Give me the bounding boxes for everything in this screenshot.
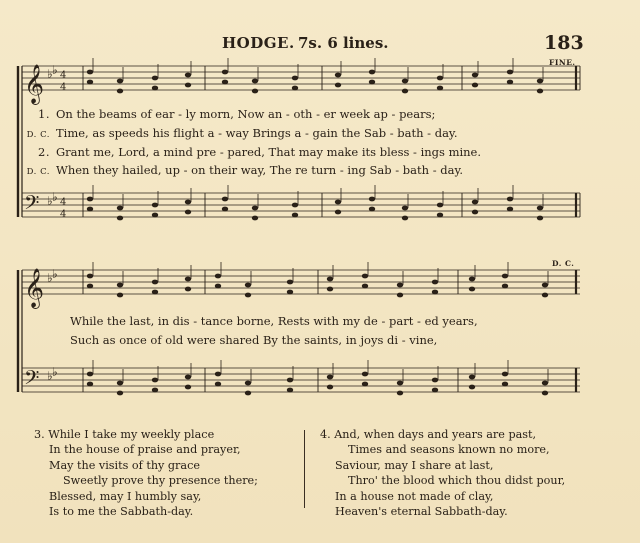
flat-icon: ♭: [52, 190, 58, 204]
note-head: [287, 388, 293, 393]
note-head: [152, 203, 158, 208]
flat-icon: ♭: [47, 271, 53, 285]
note-head: [222, 80, 228, 85]
note-head: [327, 287, 333, 292]
note-head: [335, 83, 341, 88]
note-head: [537, 79, 543, 84]
note-head: [397, 391, 403, 396]
note-head: [369, 70, 375, 75]
note-head: [292, 76, 298, 81]
note-head: [245, 293, 251, 298]
note-head: [117, 283, 123, 288]
note-head: [469, 277, 475, 282]
note-head: [362, 284, 368, 289]
note-head: [152, 76, 158, 81]
note-head: [432, 290, 438, 295]
note-head: [327, 277, 333, 282]
note-head: [502, 284, 508, 289]
note-head: [502, 382, 508, 387]
note-head: [402, 89, 408, 94]
note-head: [397, 283, 403, 288]
note-head: [215, 284, 221, 289]
verse-divider: [304, 430, 305, 508]
verse-3: 3. While I take my weekly place In the house of praise and prayer, May the visits of thy grace Sweetly prove thy presence there; Blessed, may I humbly say, Is to me the Sabbath-day.: [34, 428, 258, 519]
note-head: [117, 293, 123, 298]
note-head: [369, 197, 375, 202]
note-head: [185, 277, 191, 282]
note-head: [437, 203, 443, 208]
note-head: [469, 375, 475, 380]
note-head: [362, 382, 368, 387]
note-head: [537, 206, 543, 211]
note-head: [507, 207, 513, 212]
note-head: [507, 70, 513, 75]
note-head: [252, 89, 258, 94]
note-head: [469, 385, 475, 390]
note-head: [87, 382, 93, 387]
fine-mark: FINE.: [549, 58, 576, 67]
note-head: [397, 293, 403, 298]
note-head: [542, 293, 548, 298]
bass-clef-icon: 𝄢: [24, 191, 40, 219]
flat-icon: ♭: [47, 67, 53, 81]
note-head: [185, 385, 191, 390]
time-sig: 4: [60, 197, 67, 208]
note-head: [87, 207, 93, 212]
note-head: [185, 375, 191, 380]
note-head: [117, 206, 123, 211]
lyric-line-2: D. C. Time, as speeds his flight a - way Brings a - gain the Sab - bath - day.: [26, 126, 458, 140]
note-head: [117, 79, 123, 84]
note-head: [117, 391, 123, 396]
bass-clef-icon: 𝄢: [24, 366, 40, 394]
note-head: [437, 213, 443, 218]
note-head: [87, 372, 93, 377]
note-head: [502, 274, 508, 279]
time-sig: 4: [60, 70, 67, 81]
lyric-line-5: While the last, in dis - tance borne, Rests with my de - part - ed years,: [70, 314, 478, 328]
note-head: [432, 378, 438, 383]
hymn-title: HODGE.: [222, 34, 295, 52]
note-head: [542, 381, 548, 386]
flat-icon: ♭: [52, 267, 58, 281]
note-head: [152, 290, 158, 295]
time-sig: 4: [60, 82, 67, 93]
note-head: [437, 86, 443, 91]
note-head: [185, 287, 191, 292]
note-head: [369, 207, 375, 212]
note-head: [402, 216, 408, 221]
note-head: [507, 80, 513, 85]
treble-clef-icon: 𝄞: [24, 268, 45, 308]
note-head: [245, 381, 251, 386]
note-head: [437, 76, 443, 81]
note-head: [117, 89, 123, 94]
note-head: [542, 283, 548, 288]
note-head: [117, 216, 123, 221]
note-head: [335, 200, 341, 205]
note-head: [472, 200, 478, 205]
note-head: [469, 287, 475, 292]
note-head: [252, 79, 258, 84]
note-head: [362, 372, 368, 377]
note-head: [152, 280, 158, 285]
note-head: [287, 290, 293, 295]
note-head: [292, 213, 298, 218]
note-head: [292, 203, 298, 208]
flat-icon: ♭: [52, 365, 58, 379]
note-head: [537, 216, 543, 221]
note-head: [362, 274, 368, 279]
note-head: [327, 375, 333, 380]
note-head: [152, 378, 158, 383]
note-head: [432, 280, 438, 285]
note-head: [222, 207, 228, 212]
hymn-meter: 7s. 6 lines.: [298, 34, 389, 52]
flat-icon: ♭: [52, 63, 58, 77]
note-head: [87, 284, 93, 289]
note-head: [292, 86, 298, 91]
note-head: [87, 80, 93, 85]
note-head: [507, 197, 513, 202]
lyric-line-4: D. C. When they hailed, up - on their way, The re turn - ing Sab - bath - day.: [26, 163, 464, 177]
treble-clef-icon: 𝄞: [24, 64, 45, 104]
note-head: [245, 391, 251, 396]
note-head: [472, 83, 478, 88]
lyric-line-6: Such as once of old were shared By the saints, in joys di - vine,: [70, 333, 438, 347]
note-head: [87, 274, 93, 279]
note-head: [537, 89, 543, 94]
lyric-line-3: 2. Grant me, Lord, a mind pre - pared, That may make its bless - ings mine.: [38, 145, 482, 159]
lyric-line-1: 1. On the beams of ear - ly morn, Now an - oth - er week ap - pears;: [38, 107, 436, 121]
note-head: [87, 70, 93, 75]
note-head: [472, 73, 478, 78]
note-head: [152, 86, 158, 91]
note-head: [215, 382, 221, 387]
note-head: [152, 213, 158, 218]
note-head: [252, 216, 258, 221]
note-head: [252, 206, 258, 211]
note-head: [397, 381, 403, 386]
note-head: [502, 372, 508, 377]
dc-mark: D. C.: [552, 259, 575, 268]
note-head: [432, 388, 438, 393]
note-head: [185, 83, 191, 88]
note-head: [245, 283, 251, 288]
note-head: [327, 385, 333, 390]
note-head: [117, 381, 123, 386]
note-head: [215, 274, 221, 279]
note-head: [542, 391, 548, 396]
note-head: [215, 372, 221, 377]
note-head: [335, 210, 341, 215]
note-head: [472, 210, 478, 215]
note-head: [185, 200, 191, 205]
note-head: [87, 197, 93, 202]
note-head: [402, 79, 408, 84]
note-head: [185, 210, 191, 215]
note-head: [152, 388, 158, 393]
note-head: [335, 73, 341, 78]
flat-icon: ♭: [47, 369, 53, 383]
note-head: [222, 70, 228, 75]
note-head: [369, 80, 375, 85]
verse-4: 4. And, when days and years are past, Times and seasons known no more, Saviour, may I share at last, Thro' the blood which thou didst pour, In a house not made of clay, Heaven's eternal Sabbath-day.: [320, 428, 566, 519]
note-head: [287, 378, 293, 383]
time-sig: 4: [60, 209, 67, 220]
note-head: [222, 197, 228, 202]
flat-icon: ♭: [47, 194, 53, 208]
page-number: 183: [544, 32, 584, 54]
note-head: [185, 73, 191, 78]
note-head: [287, 280, 293, 285]
note-head: [402, 206, 408, 211]
